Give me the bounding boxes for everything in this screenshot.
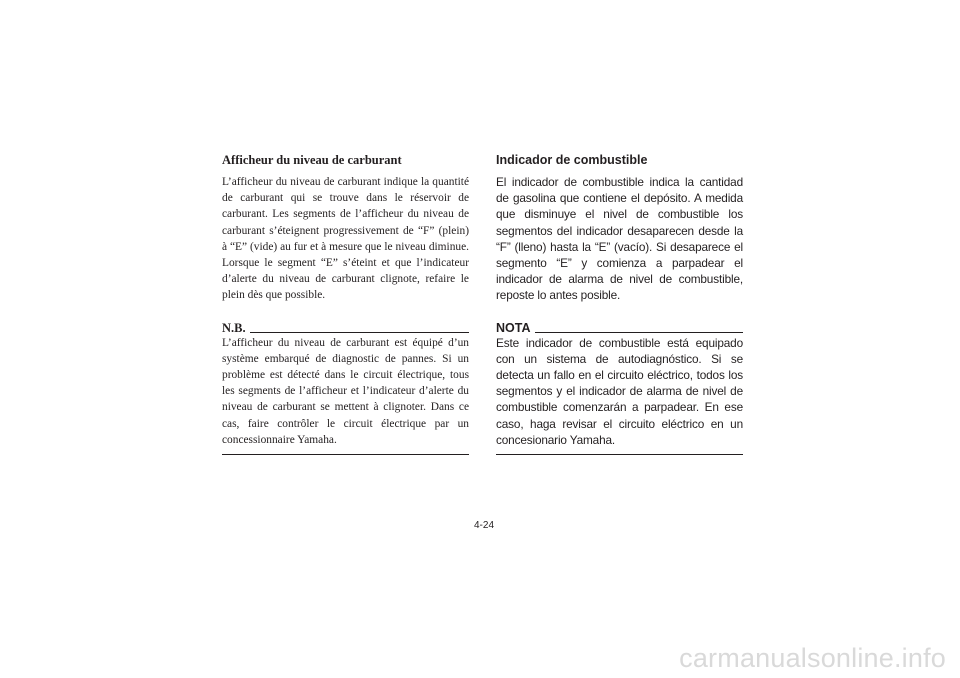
spanish-note-label: NOTA <box>496 320 531 335</box>
spanish-note-rule <box>535 332 744 333</box>
spanish-note-header <box>496 322 743 335</box>
french-heading: Afficheur du niveau de carburant <box>222 153 402 167</box>
french-note-text: L’afficheur du niveau de carburant est équipé d’un système embarqué de diagnostic de pannes. Si un problème est détecté dans le circuit électrique, tous les segments de l’afficheur et l’indicateur d’alerte du niveau de carburant se mettent à clignoter. Dans ce cas, faire contrôler le circuit électrique par un concessionnaire Yamaha. <box>222 336 469 446</box>
watermark: carmanualsonline.info <box>679 643 946 673</box>
spanish-note-end-rule <box>496 454 743 455</box>
spanish-heading: Indicador de combustible <box>496 153 648 167</box>
french-note-end-rule <box>222 454 469 455</box>
french-note-label: N.B. <box>222 320 246 335</box>
french-body: L’afficheur du niveau de carburant indique la quantité de carburant qui se trouve dans le réservoir de carburant. Les segments de l’afficheur du niveau de carburant s’éteignent progressivement de “F” (plein) à “E” (vide) au fur et à mesure que le niveau diminue. Lorsque le segment “E” s’éteint et que l’indicateur d’alerte du niveau de carburant clignote, refaire le plein dès que possible. <box>222 176 469 302</box>
french-note-header <box>222 322 469 335</box>
spanish-note-text: Este indicador de combustible está equipado con un sistema de autodiagnóstico. Si se detecta un fallo en el circuito eléctrico, todos los segmentos y el indicador de alarma de nivel de combustible comenzarán a parpadear. En ese caso, haga revisar el circuito eléctrico en un concesionario Yamaha. <box>496 335 743 447</box>
spanish-column <box>496 152 743 455</box>
french-column <box>222 152 469 455</box>
french-note-rule <box>250 332 469 333</box>
page-number: 4-24 <box>474 520 495 531</box>
spanish-body: El indicador de combustible indica la cantidad de gasolina que contiene el depósito. A medida que disminuye el nivel de combustible los segmentos del indicador desaparecen desde la “F” (lleno) hasta la “E” (vacío). Si desaparece el segmento “E” y comienza a parpadear el indicador de alarma de nivel de combustible, reposte lo antes posible. <box>496 175 743 303</box>
